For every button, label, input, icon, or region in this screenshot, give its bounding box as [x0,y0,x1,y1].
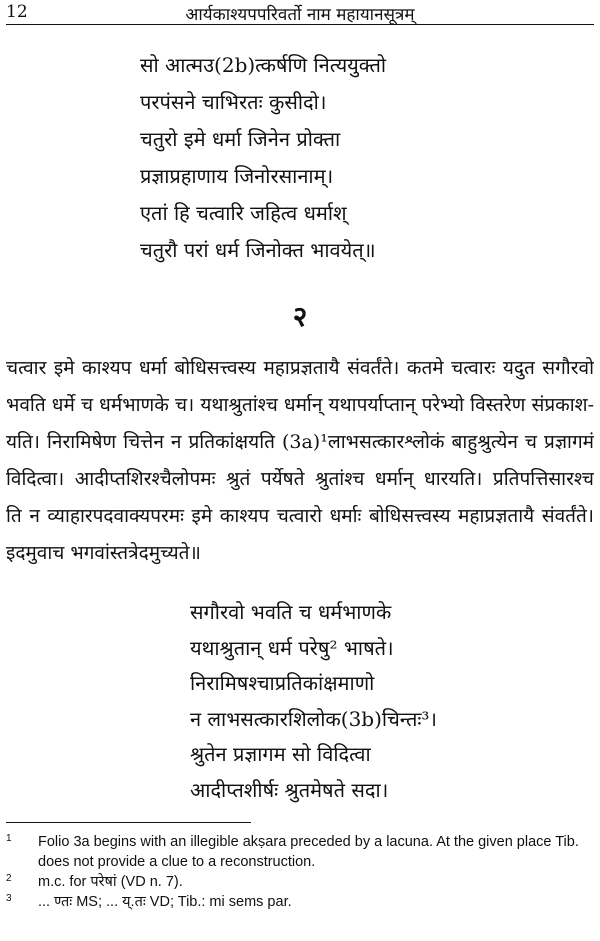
prose-line: इदमुवाच भगवांस्तत्रेदमुच्यते॥ [6,542,201,564]
prose-line: चत्वार इमे काश्यप धर्मा बोधिसत्त्वस्य महाप्रज्ञतायै संवर्तंते। कतमे चत्वारः यदुत सगौरवो [6,357,594,379]
page-header [6,2,594,25]
footnote-mark: 2 [6,873,12,884]
footnote-text: m.c. for परेषां (VD n. 7). [38,874,183,890]
footnote [6,872,594,892]
footnote [6,832,594,872]
prose-line: विदित्वा। आदीप्तशिरश्चैलोपमः श्रुतं पर्येषते श्रुतांश्च धर्मान् धारयति। प्रतिपत्तिसारश्च [6,468,594,490]
verse-line: परपंसने चाभिरतः कुसीदो। [140,90,327,114]
verse-line: चतुरौ परां धर्म जिनोक्त भावयेत्॥ [140,238,376,262]
footnote-text: Folio 3a begins with an illegible akṣara preceded by a lacuna. At the given place Tib. does not provide a clue to a reconstruction. [38,834,579,870]
footnote-mark: 1 [6,833,12,844]
verse-line: श्रुतेन प्रज्ञागम सो विदित्वा [190,742,371,766]
verse-line: सो आत्मउ(2b)त्कर्षणि नित्ययुक्तो [140,53,387,77]
verse-line: निरामिषश्चाप्रतिकांक्षमाणो [190,671,375,695]
prose-paragraph [6,350,594,572]
verse-block-2 [190,595,590,808]
footnote-separator [6,822,251,823]
verse-line: एतां हि चत्वारि जहित्व धर्माश् [140,201,347,225]
verse-line: चतुरो इमे धर्मा जिनेन प्रोक्ता [140,127,341,151]
footnote-mark: 3 [6,893,12,904]
verse-line: आदीप्तशीर्षः श्रुतमेषते सदा। [190,777,389,802]
verse-line: सगौरवो भवति च धर्मभाणके [190,600,392,624]
footnotes [6,832,594,912]
prose-line: भवति धर्मे च धर्मभाणके च। यथाश्रुतांश्च धर्मान् यथापर्याप्तान् परेभ्यो विस्तरेण संप्रकाश- [6,394,594,416]
running-title: आर्यकाश्यपपरिवर्तो नाम महायानसूत्रम् [185,5,415,25]
prose-line: ति न व्याहारपदवाक्यपरमः इमे काश्यप चत्वारो धर्माः बोधिसत्त्वस्य महाप्रज्ञतायै संवर्तंते। [6,505,594,527]
section-number: २ [292,300,308,333]
footnote-text: ... ण्तः MS; ... य्.तः VD; Tib.: mi sems par. [38,894,292,910]
verse-line: यथाश्रुतान् धर्म परेषु² भाषते। [190,635,394,660]
verse-line: प्रज्ञाप्रहाणाय जिनोरसानाम्। [140,164,334,188]
prose-line: यति। निरामिषेण चित्तेन न प्रतिकांक्षयति (3a)¹लाभसत्कारश्लोकं बाहुश्रुत्येन च प्रज्ञागमं [6,431,594,453]
page-number: 12 [6,2,28,22]
verse-line: न लाभसत्कारशिलोक(3b)चिन्तः³। [190,706,437,731]
verse-block-1 [140,47,580,269]
footnote [6,892,594,912]
